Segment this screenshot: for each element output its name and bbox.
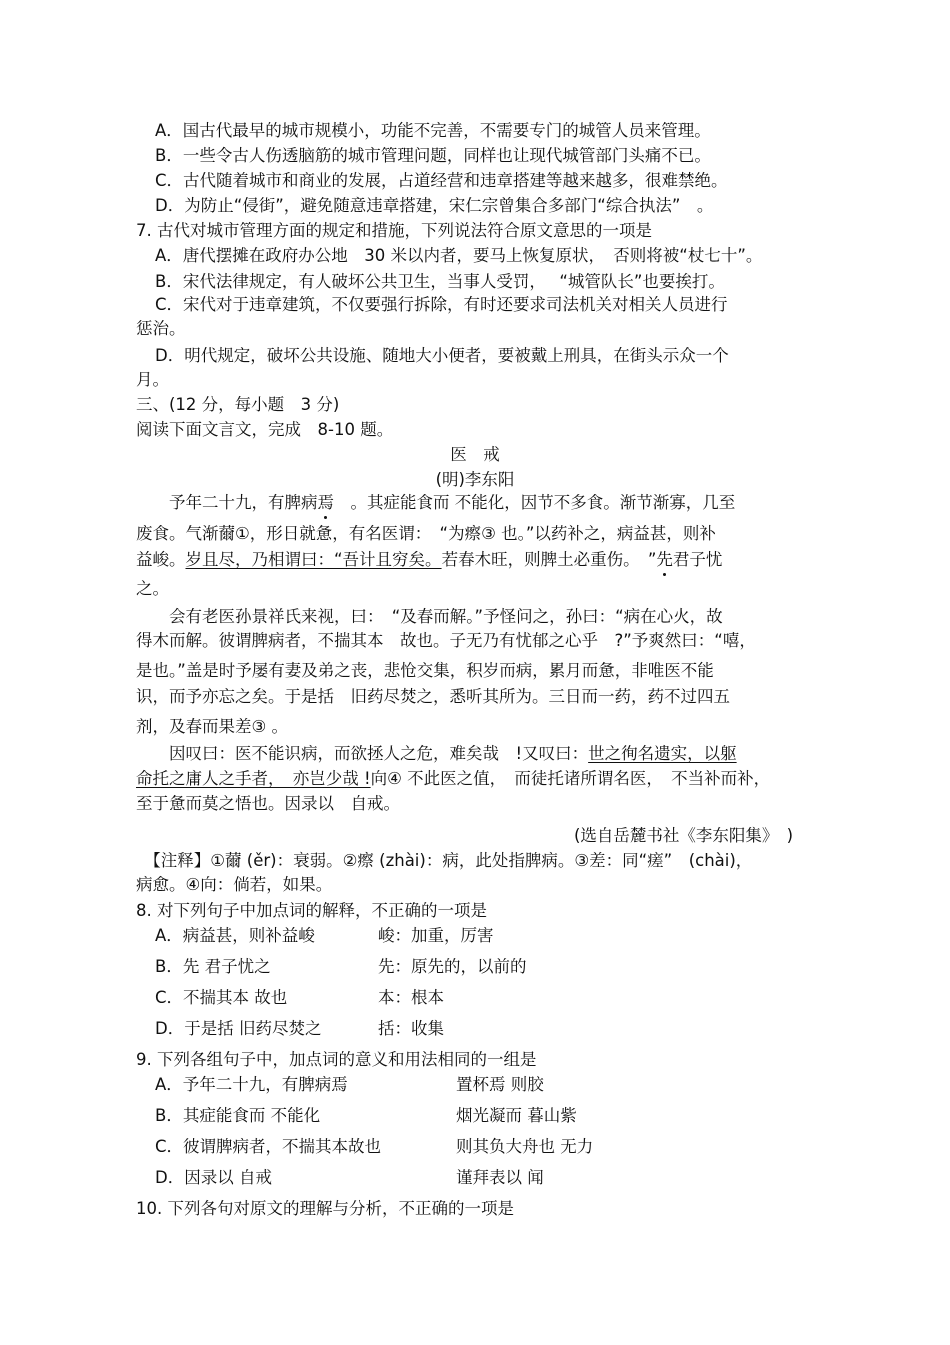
- q9-option-c: C．彼谓脾病者，不揣其本故也: [155, 1137, 382, 1156]
- q8-option-b: B．先 君子忧之: [155, 957, 271, 976]
- q9-stem: 9. 下列各组句子中，加点词的意义和用法相同的一组是: [136, 1050, 537, 1069]
- q6-option-c: C．古代随着城市和商业的发展，占道经营和违章搭建等越来越多，很难禁绝。: [155, 171, 728, 190]
- section-header: 三、(12 分，每小题 3 分): [136, 395, 340, 414]
- passage-source: (选自岳麓书社《李东阳集》 ): [574, 826, 794, 845]
- notes-line: 病愈。④向：倘若，如果。: [136, 875, 333, 894]
- q7-option-c: C．宋代对于违章建筑，不仅要强行拆除，有时还要求司法机关对相关人员进行: [155, 295, 728, 314]
- text-span: 益峻。: [136, 550, 186, 569]
- text-span: 不能化，因节不多食。渐节渐寡，几至: [449, 493, 736, 512]
- q9-option-c-pair: 则其负大舟也 无力: [456, 1137, 594, 1156]
- passage-line: 剂，及春而果差③ 。: [136, 717, 289, 736]
- q8-option-d: D．于是括 旧药尽焚之: [155, 1019, 322, 1038]
- q10-stem: 10. 下列各句对原文的理解与分析，不正确的一项是: [136, 1199, 514, 1218]
- passage-line: 是也。”盖是时予屡有妻及弟之丧，悲怆交集，积岁而病，累月而惫，非唯医不能: [136, 661, 714, 680]
- q9-option-b: B．其症能食而 不能化: [155, 1106, 321, 1125]
- q7-option-a: A．唐代摆摊在政府办公地 30 米以内者，要马上恢复原状， 否则将被“杖七十”。: [155, 246, 763, 265]
- text-span: 向④ 不此医之值， 而徒托诸所谓名医， 不当补而补，: [370, 769, 771, 788]
- q8-option-c-gloss: 本：根本: [378, 988, 444, 1007]
- passage-line: 之。: [136, 579, 169, 598]
- text-span: 。其症能食而: [334, 493, 450, 512]
- passage-line: 识，而予亦忘之矣。于是括 旧药尽焚之，悉听其所为。三日而一药，药不过四五: [136, 687, 730, 706]
- q7-option-d: D．明代规定，破坏公共设施、随地大小便者，要被戴上刑具，在街头示众一个: [155, 346, 729, 365]
- q8-stem: 8. 对下列句子中加点词的解释，不正确的一项是: [136, 901, 487, 920]
- passage-line: 废食。气渐薾①，形日就惫，有名医谓： “为瘵③ 也。”以药补之，病益甚，则补: [136, 524, 716, 543]
- passage-author: (明)李东阳: [435, 470, 515, 489]
- passage-title: 医 戒: [450, 445, 500, 464]
- passage-line: [136, 768, 770, 790]
- passage-line: 得木而解。彼谓脾病者，不揣其本 故也。子无乃有忧郁之心乎 ?”予爽然曰：“嘻，: [136, 631, 756, 650]
- q8-option-d-gloss: 括：收集: [378, 1019, 444, 1038]
- text-span: 若春木旺，则脾土必重伤。 ”: [441, 550, 657, 569]
- notes-line: 【注释】①薾 (ěr)：衰弱。②瘵 (zhài)：病，此处指脾病。③差：同“瘥” (chài)，: [136, 851, 753, 870]
- underlined-sentence: 命托之庸人之手者， 亦岂少哉 !: [136, 769, 371, 788]
- text-span: 予年二十九，有脾病: [136, 493, 318, 512]
- q9-option-a: A．予年二十九，有脾病焉: [155, 1075, 348, 1094]
- q8-option-a-gloss: 峻：加重，厉害: [378, 926, 494, 945]
- text-span: 君子忧: [672, 550, 723, 569]
- q6-option-a: A．国古代最早的城市规模小，功能不完善，不需要专门的城管人员来管理。: [155, 121, 711, 140]
- q6-option-b: B．一些令古人伤透脑筋的城市管理问题，同样也让现代城管部门头痛不已。: [155, 146, 711, 165]
- q6-option-d: D．为防止“侵街”，避免随意违章搭建，宋仁宗曾集合多部门“综合执法” 。: [155, 196, 714, 215]
- underlined-sentence: 岁且尽，乃相谓曰：“吾计且穷矣。: [185, 550, 442, 569]
- passage-line: 会有老医孙景祥氏来视，曰： “及春而解。”予怪问之，孙曰：“病在心火，故: [136, 607, 723, 626]
- text-span: 因叹曰：医不能识病，而欲拯人之危，难矣哉 !又叹曰：: [136, 744, 589, 763]
- q7-option-d-cont: 月。: [136, 370, 169, 389]
- q7-option-b: B．宋代法律规定，有人破坏公共卫生，当事人受罚， “城管队长”也要挨打。: [155, 272, 725, 291]
- q9-option-b-pair: 烟光凝而 暮山紫: [456, 1106, 577, 1125]
- passage-line: 至于惫而莫之悟也。因录以 自戒。: [136, 794, 400, 813]
- underlined-sentence: 世之徇名遗实，以躯: [588, 744, 737, 763]
- dotted-word: 焉: [317, 493, 334, 512]
- section-instruction: 阅读下面文言文，完成 8-10 题。: [136, 420, 394, 439]
- q7-option-c-cont: 惩治。: [136, 319, 186, 338]
- passage-line: [136, 549, 722, 571]
- q9-option-a-pair: 置杯焉 则胶: [456, 1075, 544, 1094]
- dotted-word: 先: [656, 550, 673, 569]
- q9-option-d: D．因录以 自戒: [155, 1168, 272, 1187]
- q8-option-a: A．病益甚，则补益峻: [155, 926, 315, 945]
- q8-option-c: C．不揣其本 故也: [155, 988, 288, 1007]
- passage-line: [136, 492, 735, 514]
- q8-option-b-gloss: 先：原先的，以前的: [378, 957, 527, 976]
- passage-line: [136, 743, 737, 765]
- q9-option-d-pair: 谨拜表以 闻: [456, 1168, 544, 1187]
- q7-stem: 7. 古代对城市管理方面的规定和措施，下列说法符合原文意思的一项是: [136, 221, 652, 240]
